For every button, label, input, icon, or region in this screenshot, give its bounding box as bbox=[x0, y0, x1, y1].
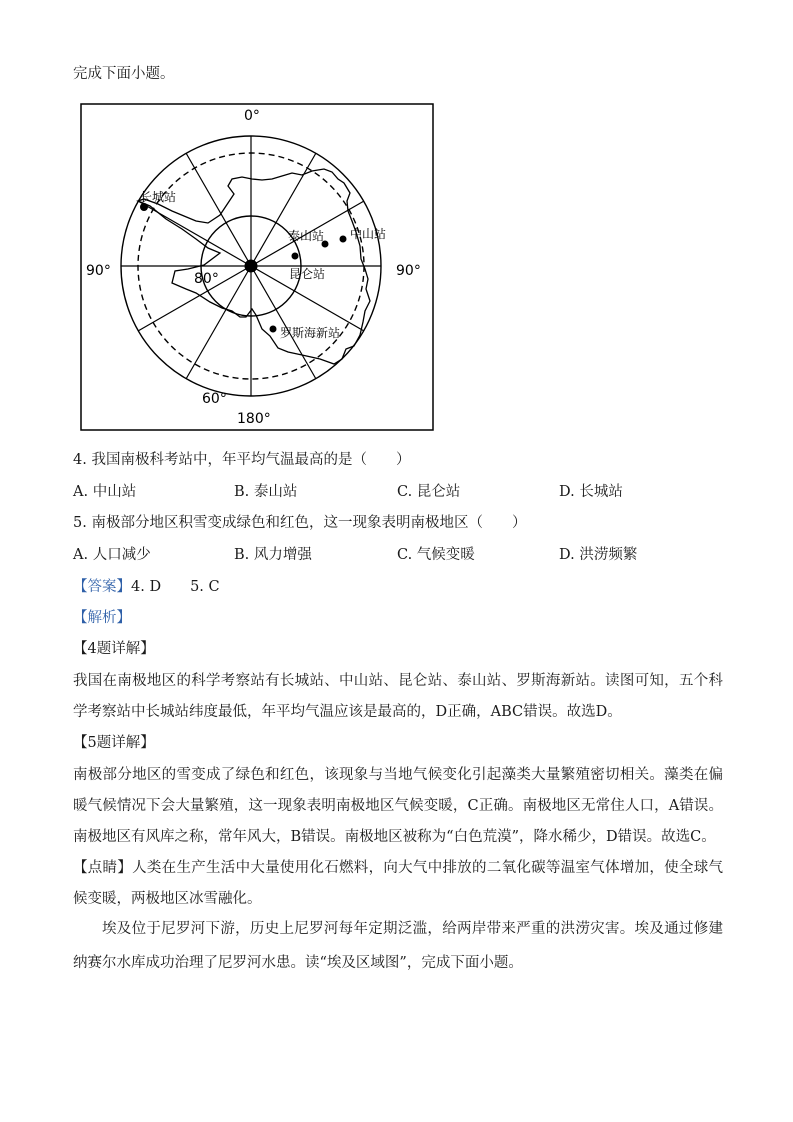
tip-text: 人类在生产生活中大量使用化石燃料，向大气中排放的二氧化碳等温室气体增加，使全球气候变暖，两极地区冰雪融化。 bbox=[73, 860, 724, 907]
label-top: 0° bbox=[244, 108, 260, 124]
label-80: 80° bbox=[194, 271, 219, 287]
q5-option-a: A. 人口减少 bbox=[73, 547, 151, 563]
detail4-heading: 【4题详解】 bbox=[73, 641, 155, 657]
label-zhongshan: 中山站 bbox=[350, 227, 387, 241]
label-60: 60° bbox=[202, 391, 227, 407]
label-luosihai: 罗斯海新站 bbox=[280, 326, 341, 340]
label-changcheng: 长城站 bbox=[140, 190, 177, 204]
detail4-text: 我国在南极地区的科学考察站有长城站、中山站、昆仑站、泰山站、罗斯海新站。读图可知，五个科学考察站中长城站纬度最低，年平均气温应该是最高的，D正确，ABC错误。故选D。 bbox=[73, 673, 723, 720]
south-pole-marker bbox=[245, 260, 258, 273]
answer-row bbox=[73, 577, 220, 597]
q4-stem: 4. 我国南极科考站中，年平均气温最高的是（ ） bbox=[73, 452, 411, 468]
q4-option-a: A. 中山站 bbox=[73, 484, 137, 500]
q4-option-d: D. 长城站 bbox=[559, 484, 623, 500]
label-kunlun: 昆仑站 bbox=[289, 267, 326, 281]
next-intro-text: 埃及位于尼罗河下游，历史上尼罗河每年定期泛滥，给两岸带来严重的洪涝灾害。埃及通过修建纳赛尔水库成功治理了尼罗河水患。读“埃及区域图”，完成下面小题。 bbox=[73, 921, 723, 971]
q5-option-d: D. 洪涝频繁 bbox=[559, 547, 638, 563]
analysis-label: 【解析】 bbox=[73, 610, 131, 626]
q4-option-b: B. 泰山站 bbox=[234, 484, 298, 500]
luosihai-marker bbox=[270, 326, 277, 333]
q5-stem: 5. 南极部分地区积雪变成绿色和红色，这一现象表明南极地区（ ） bbox=[73, 515, 527, 531]
kunlun-marker bbox=[292, 253, 299, 260]
q5-option-b: B. 风力增强 bbox=[234, 547, 312, 563]
q4-option-c: C. 昆仑站 bbox=[397, 484, 461, 500]
tip-label: 【点睛】 bbox=[73, 860, 133, 876]
tip-paragraph bbox=[73, 853, 723, 915]
antarctica-map bbox=[80, 103, 434, 431]
label-left: 90° bbox=[86, 263, 111, 279]
intro-text: 完成下面小题。 bbox=[73, 66, 175, 82]
changcheng-marker bbox=[140, 203, 148, 211]
label-right: 90° bbox=[396, 263, 421, 279]
label-bottom: 180° bbox=[237, 411, 271, 427]
answer-label: 【答案】 bbox=[73, 579, 131, 595]
detail5-text: 南极部分地区的雪变成了绿色和红色，该现象与当地气候变化引起藻类大量繁殖密切相关。藻类在偏暖气候情况下会大量繁殖，这一现象表明南极地区气候变暖，C正确。南极地区无常住人口，A错误。南极地区有风库之称，常年风大，B错误。南极地区被称为“白色荒漠”，降水稀少，D错误。故选C。 bbox=[73, 767, 723, 845]
label-taishan: 泰山站 bbox=[288, 229, 325, 243]
detail5-heading: 【5题详解】 bbox=[73, 735, 155, 751]
q5-option-c: C. 气候变暖 bbox=[397, 547, 475, 563]
answer-text: 4. D 5. C bbox=[131, 579, 220, 595]
zhongshan-marker bbox=[340, 236, 347, 243]
